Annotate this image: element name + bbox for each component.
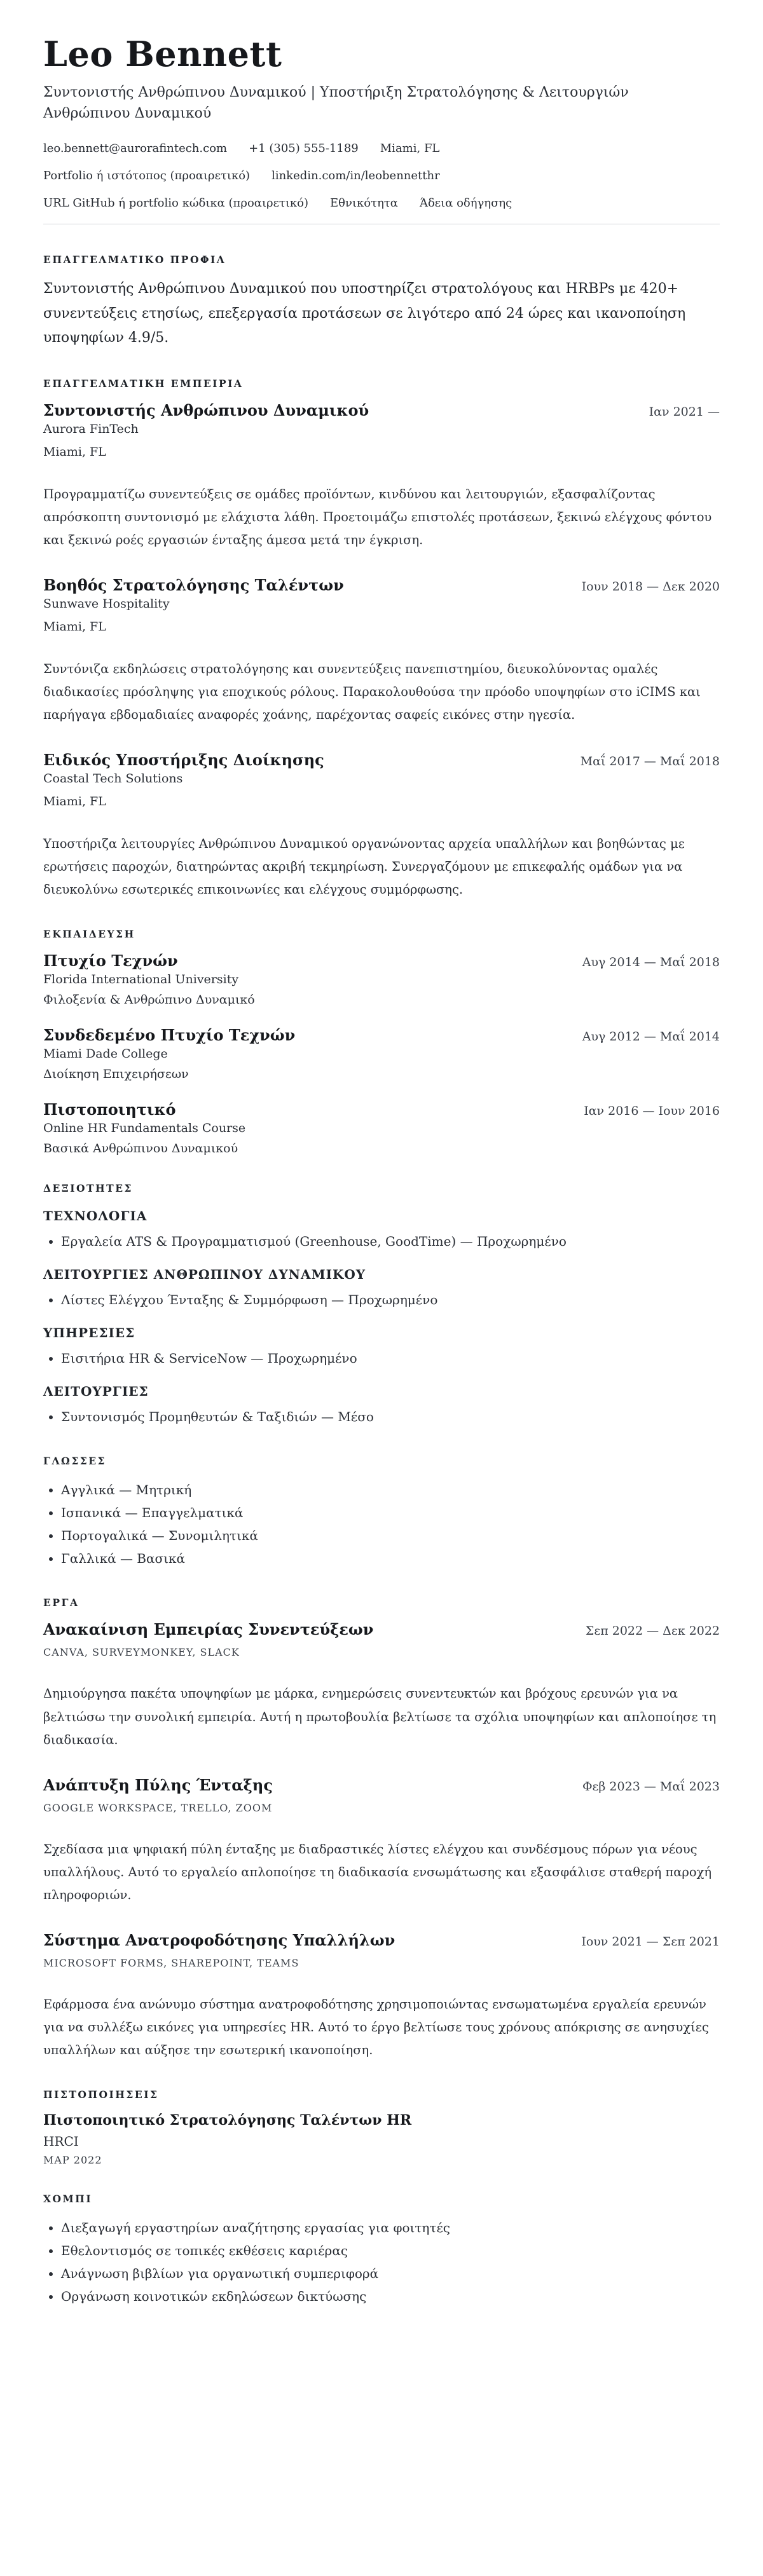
- company-name: Aurora FinTech: [43, 421, 139, 436]
- summary-text: Συντονιστής Ανθρώπινου Δυναμικού που υποστηρίζει στρατολόγους και HRBPs με 420+ συνεντεύξεις ετησίως, επεξεργασία προτάσεων σε λιγότερο από 24 ώρες και ικανοποίηση υποψηφίων 4.9/5.: [43, 281, 686, 346]
- project-date: Φεβ 2023 — Μαΐ 2023: [582, 1779, 720, 1794]
- linkedin-link[interactable]: linkedin.com/in/leobennetthr: [272, 169, 440, 183]
- education-entry: [43, 1100, 720, 1155]
- skill-list: [43, 1347, 720, 1370]
- phone: +1 (305) 555-1189: [249, 142, 359, 156]
- hobby-item: • Ανάγνωση βιβλίων για οργανωτική συμπεριφορά: [61, 2262, 720, 2285]
- language-item: • Γαλλικά — Βασικά: [61, 1547, 720, 1570]
- experience-entry: [43, 751, 720, 901]
- company-name: Coastal Tech Solutions: [43, 772, 183, 786]
- section-title-hobbies: ΧΟΜΠΙ: [43, 2193, 93, 2205]
- email-link[interactable]: leo.bennett@aurorafintech.com: [43, 142, 228, 156]
- github-link[interactable]: URL GitHub ή portfolio κώδικα (προαιρετικό): [43, 196, 309, 210]
- hobby-list: [43, 2216, 720, 2308]
- project-tech: CANVA, SURVEYMONKEY, SLACK: [43, 1646, 240, 1659]
- education-date: Αυγ 2012 — Μαΐ 2014: [582, 1030, 720, 1044]
- degree-title: Πτυχίο Τεχνών: [43, 951, 178, 971]
- driving-license: Άδεια οδήγησης: [419, 196, 512, 210]
- project-description: Εφάρμοσα ένα ανώνυμο σύστημα ανατροφοδότησης χρησιμοποιώντας ενσωματωμένα εργαλεία ερευνών για να συλλέξω εικόνες για υπηρεσίες HR. Αυτό το έργο βελτίωσε τους χρόνους απόκρισης σε ανησυχίες υπαλλήλων και αύξησε την εσωτερική ικανοποίηση.: [43, 1996, 709, 2057]
- job-description: Συντόνιζα εκδηλώσεις στρατολόγησης και συνεντεύξεις πανεπιστημίου, διευκολύνοντας ομαλές διαδικασίες πρόσληψης για εποχικούς ρόλους. Παρακολουθούσα την πρόοδο υποψηφίων στο iCIMS και παρήγαγα εβδομαδιαίες αναφορές χοάνης, παρέχοντας σαφείς εικόνες στην ηγεσία.: [43, 662, 701, 723]
- languages-section: [43, 1455, 720, 1570]
- school-name: Online HR Fundamentals Course: [43, 1121, 246, 1136]
- resume-header: [43, 36, 720, 210]
- hobby-item: • Διεξαγωγή εργαστηρίων αναζήτησης εργασίας για φοιτητές: [61, 2216, 720, 2239]
- skill-category: ΤΕΧΝΟΛΟΓΙΑ: [43, 1208, 148, 1224]
- project-description: Δημιούργησα πακέτα υποψηφίων με μάρκα, ενημερώσεις συνεντευκτών και βρόχους ερευνών για να βελτιώσω την συνολική εμπειρία. Αυτή η πρωτοβουλία βελτίωσε τα σχόλια υποψηφίων και απλοποίησε τη διαδικασία.: [43, 1686, 717, 1747]
- contact-row-links: [43, 169, 720, 182]
- skill-list: [43, 1405, 720, 1428]
- project-entry: [43, 1776, 720, 1907]
- study-field: Φιλοξενία & Ανθρώπινο Δυναμικό: [43, 993, 255, 1007]
- headline: Συντονιστής Ανθρώπινου Δυναμικού | Υποστήριξη Στρατολόγησης & Λειτουργιών Ανθρώπινου Δυναμικού: [43, 85, 629, 122]
- experience-section: [43, 378, 720, 902]
- nationality: Εθνικότητα: [330, 196, 398, 210]
- project-tech: MICROSOFT FORMS, SHAREPOINT, TEAMS: [43, 1956, 299, 1969]
- portfolio-link[interactable]: Portfolio ή ιστότοπος (προαιρετικό): [43, 169, 251, 183]
- language-list: [43, 1478, 720, 1570]
- job-description: Υποστήριζα λειτουργίες Ανθρώπινου Δυναμικού οργανώνοντας αρχεία υπαλλήλων και βοηθώντας με ερωτήσεις παροχών, διατηρώντας ακριβή τεκμηρίωση. Συνεργαζόμουν με επικεφαλής ομάδων για να διευκολύνω εσωτερικές επικοινωνίες και ελέγχους συμμόρφωσης.: [43, 836, 685, 897]
- language-item: • Ισπανικά — Επαγγελματικά: [61, 1501, 720, 1524]
- project-tech: GOOGLE WORKSPACE, TRELLO, ZOOM: [43, 1801, 273, 1814]
- job-location: Miami, FL: [43, 444, 106, 459]
- language-item: • Αγγλικά — Μητρική: [61, 1478, 720, 1501]
- contact-row-primary: [43, 142, 720, 155]
- job-date: Ιαν 2021 —: [649, 404, 720, 419]
- job-title: Ειδικός Υποστήριξης Διοίκησης: [43, 751, 324, 770]
- hobby-item: • Εθελοντισμός σε τοπικές εκθέσεις καριέρας: [61, 2239, 720, 2262]
- school-name: Florida International University: [43, 972, 239, 987]
- skill-item: • Εργαλεία ATS & Προγραμματισμού (Greenhouse, GoodTime) — Προχωρημένο: [61, 1230, 720, 1253]
- degree-title: Πιστοποιητικό: [43, 1100, 176, 1119]
- skill-category: ΛΕΙΤΟΥΡΓΙΕΣ ΑΝΘΡΩΠΙΝΟΥ ΔΥΝΑΜΙΚΟΥ: [43, 1267, 366, 1283]
- section-title-skills: ΔΕΞΙΟΤΗΤΕΣ: [43, 1182, 133, 1195]
- section-title-experience: ΕΠΑΓΓΕΛΜΑΤΙΚΗ ΕΜΠΕΙΡΙΑ: [43, 377, 244, 390]
- hobbies-section: [43, 2193, 720, 2308]
- skill-category: ΛΕΙΤΟΥΡΓΙΕΣ: [43, 1384, 149, 1400]
- certification-issuer: HRCI: [43, 2134, 79, 2150]
- location: Miami, FL: [380, 142, 440, 156]
- experience-entry: [43, 401, 720, 552]
- job-title: Βοηθός Στρατολόγησης Ταλέντων: [43, 576, 344, 595]
- candidate-name: Leo Bennett: [43, 34, 282, 74]
- job-title: Συντονιστής Ανθρώπινου Δυναμικού: [43, 400, 369, 419]
- contact-row-extra: [43, 196, 720, 210]
- hobby-item: • Οργάνωση κοινοτικών εκδηλώσεων δικτύωσης: [61, 2285, 720, 2308]
- education-date: Ιαν 2016 — Ιουν 2016: [584, 1104, 720, 1119]
- skill-item: • Συντονισμός Προμηθευτών & Ταξιδιών — Μέσο: [61, 1405, 720, 1428]
- job-date: Ιουν 2018 — Δεκ 2020: [581, 580, 720, 594]
- project-date: Ιουν 2021 — Σεπ 2021: [581, 1934, 720, 1949]
- project-description: Σχεδίασα μια ψηφιακή πύλη ένταξης με διαδραστικές λίστες ελέγχου και συνδέσμους πόρων για νέους υπαλλήλους. Αυτό το εργαλείο απλοποίησε τη διαδικασία ενσωμάτωσης και εξασφάλισε σταθερή παροχή πληροφοριών.: [43, 1841, 712, 1902]
- experience-entry: [43, 576, 720, 726]
- study-field: Διοίκηση Επιχειρήσεων: [43, 1067, 189, 1082]
- project-date: Σεπ 2022 — Δεκ 2022: [585, 1624, 720, 1639]
- section-title-education: ΕΚΠΑΙΔΕΥΣΗ: [43, 928, 135, 941]
- degree-title: Συνδεδεμένο Πτυχίο Τεχνών: [43, 1026, 296, 1045]
- job-description: Προγραμματίζω συνεντεύξεις σε ομάδες προϊόντων, κινδύνου και λειτουργιών, εξασφαλίζοντας απρόσκοπτη συντονισμό με ελάχιστα λάθη. Προετοιμάζω επιστολές προτάσεων, ξεκινώ ελέγχους φόντου και ξεκινώ ροές εργασιών ένταξης άμεσα μετά την έγκριση.: [43, 486, 712, 548]
- project-name: Σύστημα Ανατροφοδότησης Υπαλλήλων: [43, 1930, 395, 1949]
- language-item: • Πορτογαλικά — Συνομιλητικά: [61, 1524, 720, 1547]
- project-entry: [43, 1620, 720, 1751]
- certification-entry: [43, 2112, 720, 2166]
- summary-section: [43, 254, 720, 351]
- study-field: Βασικά Ανθρώπινου Δυναμικού: [43, 1141, 238, 1156]
- education-entry: [43, 951, 720, 1007]
- skills-section: [43, 1182, 720, 1428]
- project-name: Ανάπτυξη Πύλης Ένταξης: [43, 1775, 273, 1794]
- job-date: Μαΐ 2017 — Μαΐ 2018: [580, 754, 720, 769]
- skill-list: [43, 1230, 720, 1253]
- section-title-summary: ΕΠΑΓΓΕΛΜΑΤΙΚΟ ΠΡΟΦΙΛ: [43, 254, 226, 266]
- skill-list: [43, 1288, 720, 1311]
- job-location: Miami, FL: [43, 794, 106, 809]
- company-name: Sunwave Hospitality: [43, 597, 170, 611]
- project-entry: [43, 1931, 720, 2062]
- certifications-section: [43, 2089, 720, 2166]
- skill-category: ΥΠΗΡΕΣΙΕΣ: [43, 1325, 135, 1341]
- school-name: Miami Dade College: [43, 1047, 168, 1061]
- certification-date: ΜΑΡ 2022: [43, 2154, 102, 2167]
- projects-section: [43, 1597, 720, 2062]
- section-title-languages: ΓΛΩΣΣΕΣ: [43, 1455, 107, 1468]
- section-title-projects: ΕΡΓΑ: [43, 1597, 79, 1609]
- education-section: [43, 928, 720, 1155]
- education-entry: [43, 1026, 720, 1081]
- skill-item: • Εισιτήρια HR & ServiceNow — Προχωρημένο: [61, 1347, 720, 1370]
- certification-name: Πιστοποιητικό Στρατολόγησης Ταλέντων HR: [43, 2112, 412, 2129]
- skill-item: • Λίστες Ελέγχου Ένταξης & Συμμόρφωση — Προχωρημένο: [61, 1288, 720, 1311]
- project-name: Ανακαίνιση Εμπειρίας Συνεντεύξεων: [43, 1620, 374, 1639]
- education-date: Αυγ 2014 — Μαΐ 2018: [582, 955, 720, 970]
- section-title-certifications: ΠΙΣΤΟΠΟΙΗΣΕΙΣ: [43, 2089, 159, 2101]
- job-location: Miami, FL: [43, 620, 106, 634]
